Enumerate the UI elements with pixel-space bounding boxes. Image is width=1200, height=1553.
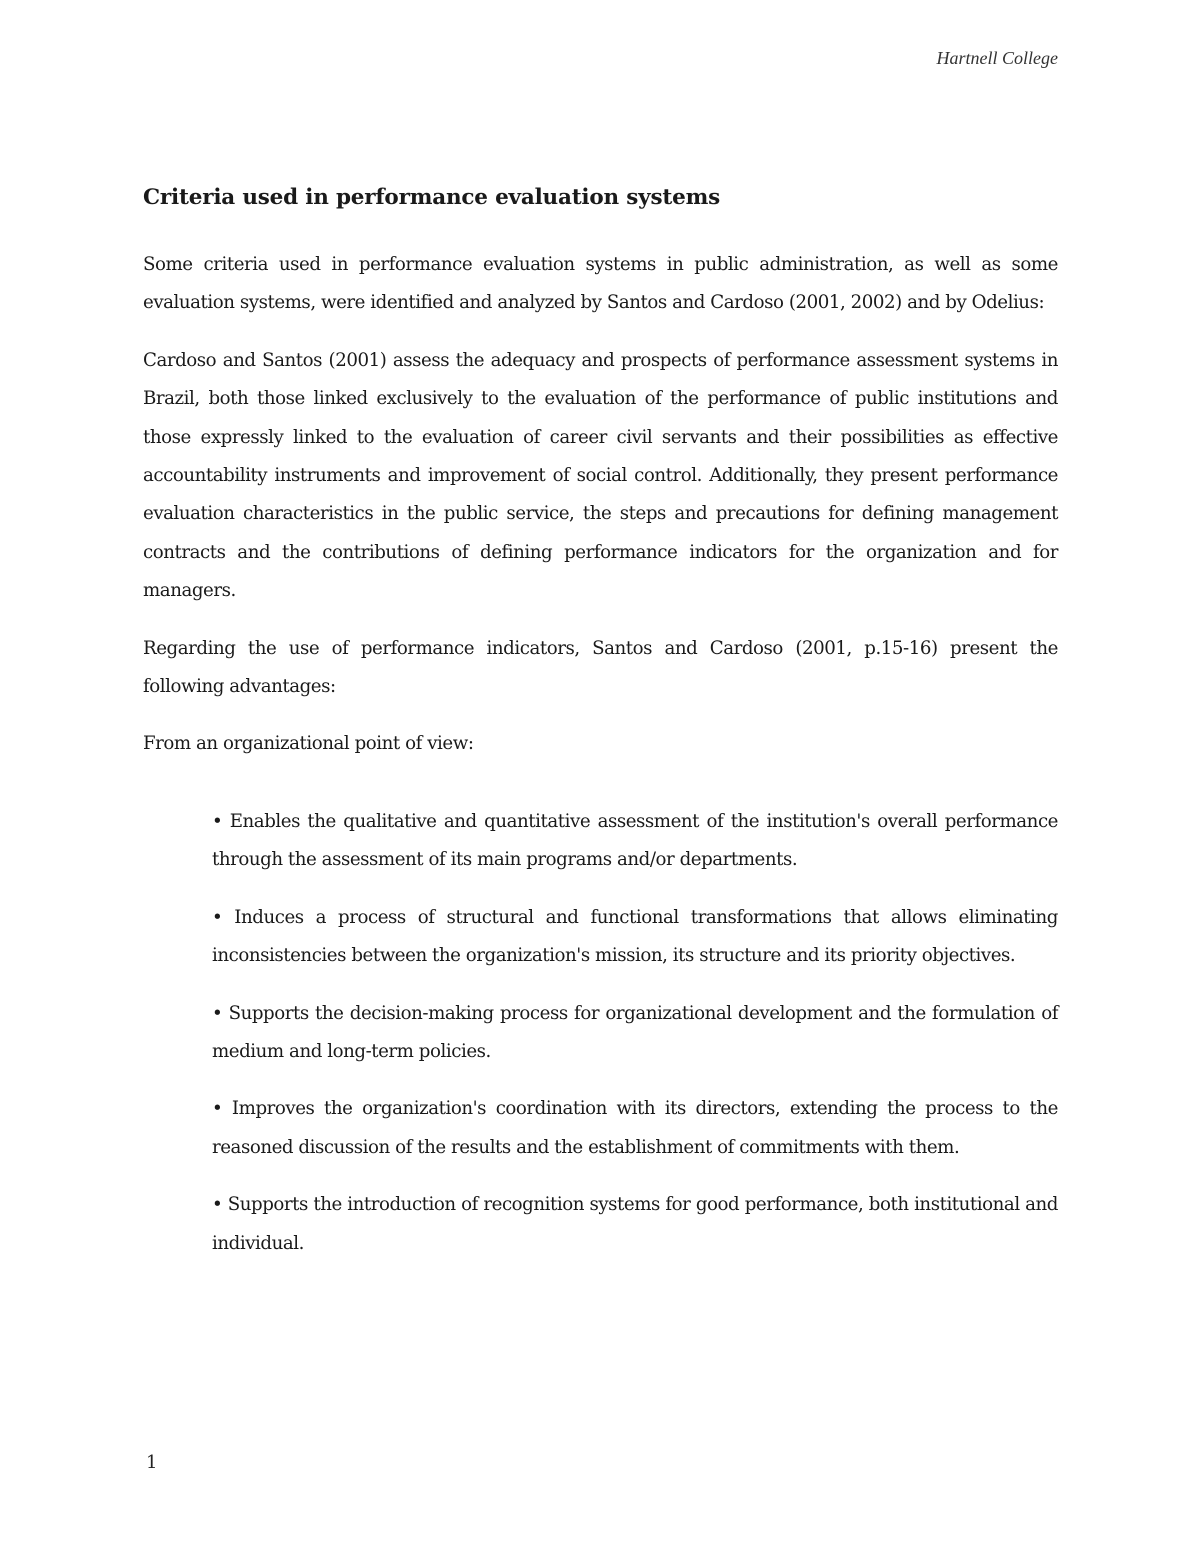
list-item: • Supports the decision-making process for organizational development and the formulation of medium and long-term policies. — [212, 1002, 1058, 1062]
running-header: Hartnell College — [936, 48, 1058, 68]
paragraph-cardoso-santos: Cardoso and Santos (2001) assess the adequacy and prospects of performance assessment systems in Brazil, both those linked exclusively to the evaluation of the performance of public institutions and those expressly linked to the evaluation of career civil servants and their possibilities as effective accountability instruments and improvement of social control. Additionally, they present performance evaluation characteristics in the public service, the steps and precautions for defining management contracts and the contributions of defining performance indicators for the organization and for managers. — [143, 349, 1058, 602]
list-item: • Enables the qualitative and quantitative assessment of the institution's overall performance through the assessment of its main programs and/or departments. — [212, 810, 1058, 871]
paragraph-organizational-view: From an organizational point of view: — [143, 733, 474, 755]
list-item: • Improves the organization's coordination with its directors, extending the process to the reasoned discussion of the results and the establishment of commitments with them. — [212, 1098, 1058, 1158]
paragraph-indicators: Regarding the use of performance indicators, Santos and Cardoso (2001, p.15-16) present the following advantages: — [143, 637, 1058, 698]
document-body — [143, 180, 1058, 1282]
page-number: 1 — [146, 1452, 158, 1473]
advantages-list — [212, 783, 1058, 1263]
paragraph-intro: Some criteria used in performance evaluation systems in public administration, as well as some evaluation systems, were identified and analyzed by Santos and Cardoso (2001, 2002) and by Odelius: — [143, 254, 1058, 314]
list-item: • Supports the introduction of recognition systems for good performance, both institutional and individual. — [212, 1194, 1058, 1254]
list-item: • Induces a process of structural and functional transformations that allows eliminating inconsistencies between the organization's mission, its structure and its priority objectives. — [212, 906, 1058, 967]
document-title: Criteria used in performance evaluation systems — [143, 185, 721, 210]
